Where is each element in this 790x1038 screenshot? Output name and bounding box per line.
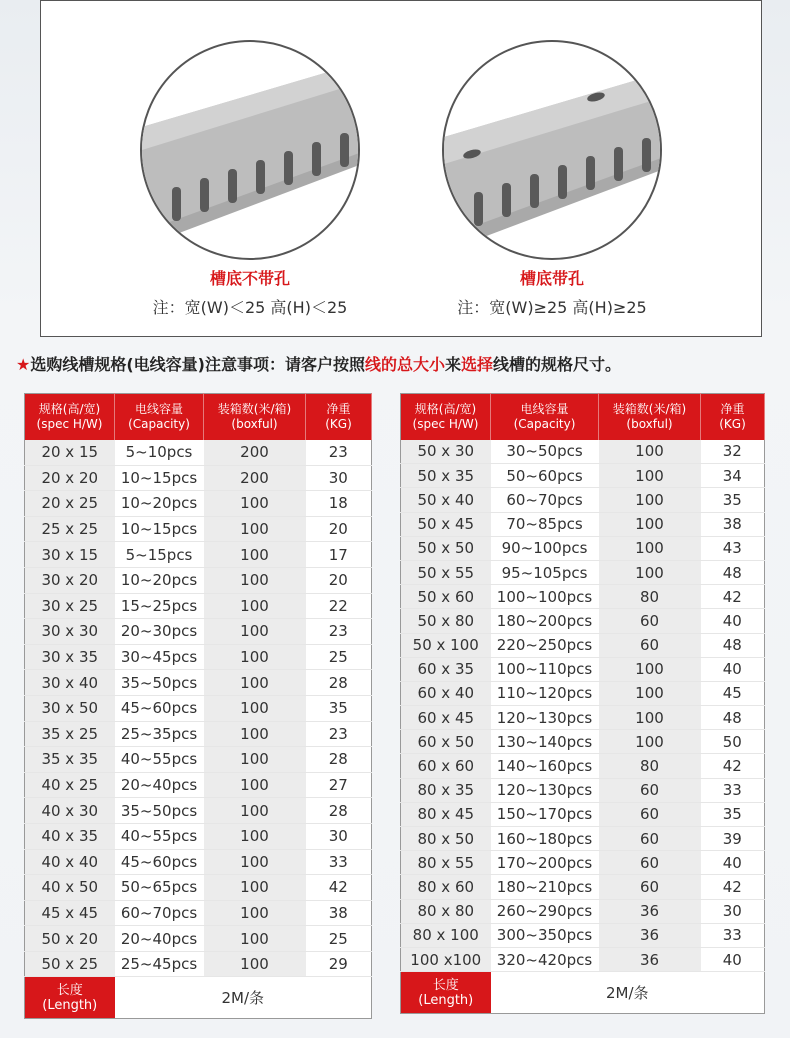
cell-weight: 20 bbox=[306, 567, 372, 593]
cell-capacity: 120~130pcs bbox=[491, 778, 599, 802]
header-capacity: 电线容量 (Capacity) bbox=[115, 394, 204, 440]
cell-capacity: 160~180pcs bbox=[491, 827, 599, 851]
cell-capacity: 120~130pcs bbox=[491, 706, 599, 730]
cell-capacity: 60~70pcs bbox=[491, 488, 599, 512]
cell-spec: 50 x 100 bbox=[401, 633, 491, 657]
table-row bbox=[25, 823, 372, 849]
notice-highlight: 线的总大小 bbox=[364, 355, 445, 374]
cell-spec: 80 x 50 bbox=[401, 827, 491, 851]
cell-boxful: 100 bbox=[204, 593, 306, 619]
duct-closeup-image bbox=[442, 40, 662, 260]
header-boxful: 装箱数(米/箱) (boxful) bbox=[204, 394, 306, 440]
cell-spec: 30 x 20 bbox=[25, 567, 115, 593]
spec-table-left bbox=[24, 393, 372, 1019]
cell-boxful: 100 bbox=[599, 730, 701, 754]
panel-note: 注：宽(W)≥25 高(H)≥25 bbox=[457, 298, 647, 317]
cell-spec: 50 x 30 bbox=[401, 440, 491, 464]
cell-spec: 80 x 45 bbox=[401, 802, 491, 826]
cell-capacity: 10~20pcs bbox=[115, 567, 204, 593]
cell-capacity: 90~100pcs bbox=[491, 536, 599, 560]
cell-boxful: 36 bbox=[599, 899, 701, 923]
cell-capacity: 35~50pcs bbox=[115, 670, 204, 696]
table-row bbox=[25, 542, 372, 568]
table-row bbox=[401, 488, 765, 512]
table-body bbox=[401, 440, 765, 972]
cell-capacity: 20~40pcs bbox=[115, 772, 204, 798]
cell-weight: 20 bbox=[306, 516, 372, 542]
table-row bbox=[25, 772, 372, 798]
cell-weight: 33 bbox=[306, 849, 372, 875]
cell-capacity: 25~45pcs bbox=[115, 951, 204, 977]
cell-boxful: 60 bbox=[599, 875, 701, 899]
table-row bbox=[401, 560, 765, 584]
cell-capacity: 5~15pcs bbox=[115, 542, 204, 568]
table-row bbox=[25, 491, 372, 517]
cell-boxful: 100 bbox=[599, 464, 701, 488]
cell-spec: 60 x 45 bbox=[401, 706, 491, 730]
cell-capacity: 15~25pcs bbox=[115, 593, 204, 619]
cell-spec: 80 x 35 bbox=[401, 778, 491, 802]
cell-weight: 48 bbox=[701, 706, 765, 730]
notice-highlight: 选择 bbox=[461, 355, 494, 374]
cell-capacity: 100~100pcs bbox=[491, 585, 599, 609]
header-spec: 规格(高/宽) (spec H/W) bbox=[25, 394, 115, 440]
cell-boxful: 100 bbox=[204, 823, 306, 849]
cell-boxful: 100 bbox=[599, 560, 701, 584]
cell-weight: 33 bbox=[701, 778, 765, 802]
cell-spec: 100 x100 bbox=[401, 947, 491, 971]
cell-capacity: 130~140pcs bbox=[491, 730, 599, 754]
cell-spec: 30 x 50 bbox=[25, 695, 115, 721]
cell-weight: 40 bbox=[701, 609, 765, 633]
cell-weight: 30 bbox=[306, 823, 372, 849]
cell-weight: 23 bbox=[306, 721, 372, 747]
cell-weight: 27 bbox=[306, 772, 372, 798]
cell-spec: 20 x 20 bbox=[25, 465, 115, 491]
table-row bbox=[401, 633, 765, 657]
cell-spec: 50 x 20 bbox=[25, 926, 115, 952]
cell-capacity: 45~60pcs bbox=[115, 695, 204, 721]
table-row bbox=[401, 512, 765, 536]
selection-notice bbox=[16, 352, 786, 378]
cell-capacity: 25~35pcs bbox=[115, 721, 204, 747]
cell-capacity: 50~65pcs bbox=[115, 875, 204, 901]
cell-spec: 30 x 40 bbox=[25, 670, 115, 696]
cell-weight: 23 bbox=[306, 619, 372, 645]
cell-spec: 50 x 50 bbox=[401, 536, 491, 560]
header-boxful: 装箱数(米/箱) (boxful) bbox=[599, 394, 701, 440]
header-weight: 净重 (KG) bbox=[701, 394, 765, 440]
cell-weight: 40 bbox=[701, 851, 765, 875]
table-row bbox=[25, 516, 372, 542]
table-row bbox=[401, 657, 765, 681]
length-value: 2M/条 bbox=[115, 977, 372, 1019]
notice-text: 线槽的规格尺寸。 bbox=[493, 355, 622, 374]
table-row bbox=[25, 644, 372, 670]
cell-weight: 48 bbox=[701, 633, 765, 657]
cell-boxful: 100 bbox=[204, 695, 306, 721]
table-row bbox=[25, 798, 372, 824]
cell-boxful: 100 bbox=[204, 670, 306, 696]
cell-spec: 25 x 25 bbox=[25, 516, 115, 542]
cell-spec: 40 x 30 bbox=[25, 798, 115, 824]
table-header-row bbox=[401, 394, 765, 440]
notice-text: 来 bbox=[445, 355, 462, 374]
table-row bbox=[25, 849, 372, 875]
cell-capacity: 100~110pcs bbox=[491, 657, 599, 681]
length-row bbox=[401, 972, 765, 1014]
cell-capacity: 220~250pcs bbox=[491, 633, 599, 657]
cell-capacity: 150~170pcs bbox=[491, 802, 599, 826]
table-row bbox=[401, 706, 765, 730]
cell-spec: 40 x 25 bbox=[25, 772, 115, 798]
cell-weight: 42 bbox=[701, 585, 765, 609]
cell-capacity: 20~30pcs bbox=[115, 619, 204, 645]
length-label: 长度 (Length) bbox=[25, 977, 115, 1019]
panel-with-holes bbox=[402, 40, 702, 318]
panel-no-holes bbox=[100, 40, 400, 318]
cell-capacity: 10~15pcs bbox=[115, 516, 204, 542]
cell-spec: 30 x 25 bbox=[25, 593, 115, 619]
cell-boxful: 100 bbox=[599, 512, 701, 536]
table-row bbox=[401, 778, 765, 802]
cell-capacity: 5~10pcs bbox=[115, 440, 204, 466]
cell-weight: 28 bbox=[306, 798, 372, 824]
cell-capacity: 60~70pcs bbox=[115, 900, 204, 926]
cell-boxful: 60 bbox=[599, 609, 701, 633]
table-row bbox=[25, 619, 372, 645]
table-row bbox=[25, 900, 372, 926]
cell-capacity: 320~420pcs bbox=[491, 947, 599, 971]
cell-boxful: 100 bbox=[204, 567, 306, 593]
cell-weight: 32 bbox=[701, 440, 765, 464]
cell-capacity: 260~290pcs bbox=[491, 899, 599, 923]
cell-boxful: 100 bbox=[204, 772, 306, 798]
table-row bbox=[25, 875, 372, 901]
cell-boxful: 60 bbox=[599, 827, 701, 851]
cell-spec: 60 x 35 bbox=[401, 657, 491, 681]
cell-spec: 20 x 15 bbox=[25, 440, 115, 466]
cell-boxful: 100 bbox=[204, 516, 306, 542]
cell-boxful: 100 bbox=[204, 721, 306, 747]
cell-spec: 60 x 50 bbox=[401, 730, 491, 754]
star-icon: ★ bbox=[16, 355, 31, 374]
table-row bbox=[401, 440, 765, 464]
cell-boxful: 100 bbox=[599, 536, 701, 560]
cell-spec: 60 x 40 bbox=[401, 681, 491, 705]
cell-capacity: 170~200pcs bbox=[491, 851, 599, 875]
table-row bbox=[401, 585, 765, 609]
length-value: 2M/条 bbox=[491, 972, 765, 1014]
table-row bbox=[401, 875, 765, 899]
cell-boxful: 60 bbox=[599, 802, 701, 826]
spec-table-right bbox=[400, 393, 765, 1014]
cell-weight: 17 bbox=[306, 542, 372, 568]
cell-capacity: 40~55pcs bbox=[115, 823, 204, 849]
cell-spec: 50 x 40 bbox=[401, 488, 491, 512]
table-row bbox=[401, 947, 765, 971]
cell-boxful: 100 bbox=[204, 849, 306, 875]
length-row bbox=[25, 977, 372, 1019]
cell-capacity: 70~85pcs bbox=[491, 512, 599, 536]
cell-spec: 45 x 45 bbox=[25, 900, 115, 926]
table-row bbox=[25, 951, 372, 977]
cell-weight: 38 bbox=[701, 512, 765, 536]
cell-boxful: 100 bbox=[204, 900, 306, 926]
table-row bbox=[25, 926, 372, 952]
cell-capacity: 10~15pcs bbox=[115, 465, 204, 491]
panel-title: 槽底带孔 bbox=[519, 269, 584, 288]
header-capacity: 电线容量 (Capacity) bbox=[491, 394, 599, 440]
panel-title: 槽底不带孔 bbox=[209, 269, 290, 288]
table-row bbox=[25, 465, 372, 491]
cell-weight: 42 bbox=[701, 875, 765, 899]
table-row bbox=[401, 851, 765, 875]
cell-weight: 35 bbox=[701, 802, 765, 826]
cell-boxful: 80 bbox=[599, 585, 701, 609]
cell-weight: 29 bbox=[306, 951, 372, 977]
cell-spec: 60 x 60 bbox=[401, 754, 491, 778]
cell-boxful: 100 bbox=[204, 491, 306, 517]
cell-capacity: 20~40pcs bbox=[115, 926, 204, 952]
cell-boxful: 100 bbox=[204, 875, 306, 901]
table-row bbox=[25, 593, 372, 619]
cell-boxful: 200 bbox=[204, 440, 306, 466]
cell-weight: 23 bbox=[306, 440, 372, 466]
cell-weight: 39 bbox=[701, 827, 765, 851]
cell-capacity: 180~200pcs bbox=[491, 609, 599, 633]
cell-capacity: 180~210pcs bbox=[491, 875, 599, 899]
cell-boxful: 100 bbox=[599, 706, 701, 730]
cell-boxful: 100 bbox=[599, 440, 701, 464]
cell-weight: 33 bbox=[701, 923, 765, 947]
cell-spec: 40 x 50 bbox=[25, 875, 115, 901]
cell-weight: 22 bbox=[306, 593, 372, 619]
cell-weight: 35 bbox=[306, 695, 372, 721]
cell-boxful: 80 bbox=[599, 754, 701, 778]
cell-capacity: 30~45pcs bbox=[115, 644, 204, 670]
cell-weight: 38 bbox=[306, 900, 372, 926]
cell-spec: 30 x 15 bbox=[25, 542, 115, 568]
cell-boxful: 100 bbox=[204, 747, 306, 773]
cell-spec: 50 x 60 bbox=[401, 585, 491, 609]
table-row bbox=[401, 730, 765, 754]
cell-spec: 80 x 80 bbox=[401, 899, 491, 923]
cell-weight: 35 bbox=[701, 488, 765, 512]
cell-spec: 50 x 55 bbox=[401, 560, 491, 584]
cell-boxful: 60 bbox=[599, 633, 701, 657]
cell-spec: 80 x 60 bbox=[401, 875, 491, 899]
cell-boxful: 36 bbox=[599, 947, 701, 971]
table-body bbox=[25, 440, 372, 977]
notice-text: 选购线槽规格(电线容量)注意事项：请客户按照 bbox=[30, 355, 365, 374]
cell-capacity: 50~60pcs bbox=[491, 464, 599, 488]
cell-spec: 30 x 30 bbox=[25, 619, 115, 645]
panel-note: 注：宽(W)＜25 高(H)＜25 bbox=[152, 298, 348, 317]
cell-weight: 28 bbox=[306, 670, 372, 696]
cell-spec: 80 x 55 bbox=[401, 851, 491, 875]
cell-weight: 30 bbox=[306, 465, 372, 491]
header-spec: 规格(高/宽) (spec H/W) bbox=[401, 394, 491, 440]
cell-weight: 25 bbox=[306, 644, 372, 670]
cell-boxful: 36 bbox=[599, 923, 701, 947]
cell-spec: 40 x 35 bbox=[25, 823, 115, 849]
cell-boxful: 100 bbox=[204, 542, 306, 568]
table-row bbox=[25, 440, 372, 466]
table-row bbox=[25, 695, 372, 721]
header-weight: 净重 (KG) bbox=[306, 394, 372, 440]
cell-weight: 40 bbox=[701, 947, 765, 971]
cell-boxful: 200 bbox=[204, 465, 306, 491]
cell-weight: 34 bbox=[701, 464, 765, 488]
table-row bbox=[401, 827, 765, 851]
cell-spec: 50 x 35 bbox=[401, 464, 491, 488]
table-row bbox=[401, 923, 765, 947]
table-row bbox=[401, 609, 765, 633]
cell-spec: 35 x 35 bbox=[25, 747, 115, 773]
cell-weight: 42 bbox=[306, 875, 372, 901]
table-row bbox=[401, 802, 765, 826]
cell-capacity: 40~55pcs bbox=[115, 747, 204, 773]
table-row bbox=[25, 567, 372, 593]
cell-spec: 35 x 25 bbox=[25, 721, 115, 747]
cell-capacity: 95~105pcs bbox=[491, 560, 599, 584]
table-row bbox=[25, 670, 372, 696]
cell-capacity: 300~350pcs bbox=[491, 923, 599, 947]
cell-capacity: 45~60pcs bbox=[115, 849, 204, 875]
table-row bbox=[401, 681, 765, 705]
cell-weight: 40 bbox=[701, 657, 765, 681]
cell-weight: 50 bbox=[701, 730, 765, 754]
cell-spec: 20 x 25 bbox=[25, 491, 115, 517]
table-header-row bbox=[25, 394, 372, 440]
table-row bbox=[401, 754, 765, 778]
cell-boxful: 60 bbox=[599, 778, 701, 802]
cell-weight: 18 bbox=[306, 491, 372, 517]
duct-closeup-image bbox=[140, 40, 360, 260]
table-row bbox=[25, 721, 372, 747]
table-row bbox=[25, 747, 372, 773]
cell-boxful: 100 bbox=[599, 488, 701, 512]
cell-boxful: 100 bbox=[204, 644, 306, 670]
cell-weight: 48 bbox=[701, 560, 765, 584]
cell-boxful: 100 bbox=[204, 926, 306, 952]
cell-weight: 43 bbox=[701, 536, 765, 560]
cell-boxful: 100 bbox=[204, 951, 306, 977]
cell-boxful: 60 bbox=[599, 851, 701, 875]
table-row bbox=[401, 464, 765, 488]
cell-spec: 50 x 25 bbox=[25, 951, 115, 977]
cell-weight: 45 bbox=[701, 681, 765, 705]
cell-capacity: 140~160pcs bbox=[491, 754, 599, 778]
cell-spec: 50 x 80 bbox=[401, 609, 491, 633]
cell-boxful: 100 bbox=[599, 657, 701, 681]
cell-spec: 50 x 45 bbox=[401, 512, 491, 536]
cell-weight: 25 bbox=[306, 926, 372, 952]
cell-weight: 42 bbox=[701, 754, 765, 778]
cell-spec: 30 x 35 bbox=[25, 644, 115, 670]
length-label: 长度 (Length) bbox=[401, 972, 491, 1014]
cell-boxful: 100 bbox=[599, 681, 701, 705]
cell-boxful: 100 bbox=[204, 619, 306, 645]
cell-capacity: 10~20pcs bbox=[115, 491, 204, 517]
cell-boxful: 100 bbox=[204, 798, 306, 824]
cell-capacity: 110~120pcs bbox=[491, 681, 599, 705]
cell-weight: 28 bbox=[306, 747, 372, 773]
cell-spec: 80 x 100 bbox=[401, 923, 491, 947]
table-row bbox=[401, 899, 765, 923]
cell-weight: 30 bbox=[701, 899, 765, 923]
table-row bbox=[401, 536, 765, 560]
cell-capacity: 30~50pcs bbox=[491, 440, 599, 464]
cell-spec: 40 x 40 bbox=[25, 849, 115, 875]
cell-capacity: 35~50pcs bbox=[115, 798, 204, 824]
